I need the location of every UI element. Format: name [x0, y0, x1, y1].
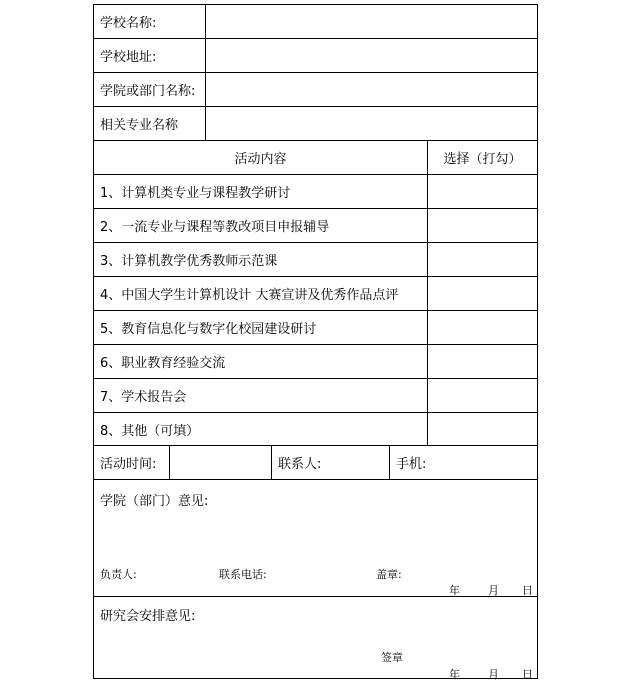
activity-row [94, 311, 537, 345]
activity-label: 6、职业教育经验交流 [100, 356, 226, 371]
activity-checkbox[interactable] [427, 175, 537, 208]
activity-row [94, 379, 537, 413]
activity-row [94, 345, 537, 379]
school-address-row [94, 39, 537, 73]
college-opinion-title: 学院（部门）意见: [100, 494, 209, 509]
activity-row [94, 243, 537, 277]
activity-row [94, 209, 537, 243]
signature-stamp-label: 签章 [381, 651, 403, 664]
activity-label: 5、教育信息化与数字化校园建设研讨 [100, 322, 317, 337]
major-row [94, 107, 537, 141]
day-label: 日 [522, 584, 533, 597]
activity-time-field[interactable] [169, 446, 271, 479]
activity-label: 4、中国大学生计算机设计 大赛宣讲及优秀作品点评 [100, 288, 399, 303]
activity-label: 8、其他（可填） [100, 423, 200, 439]
activity-select-header: 选择（打勾） [427, 141, 537, 174]
college-opinion-section[interactable] [94, 480, 537, 597]
school-name-row [94, 5, 537, 39]
activity-label: 1、计算机类专业与课程教学研讨 [100, 186, 291, 201]
activity-content-header: 活动内容 [234, 152, 287, 167]
school-name-label: 学校名称: [100, 16, 157, 31]
activity-checkbox[interactable] [427, 413, 537, 445]
day-label: 日 [522, 668, 533, 681]
year-label: 年 [449, 584, 460, 597]
contact-row [94, 446, 537, 480]
phone-label[interactable]: 手机: [389, 446, 537, 479]
activity-row [94, 277, 537, 311]
major-label: 相关专业名称 [100, 118, 179, 133]
activity-label: 7、学术报告会 [100, 390, 187, 405]
major-field[interactable] [205, 107, 537, 140]
contact-person-label[interactable]: 联系人: [271, 446, 389, 479]
activity-checkbox[interactable] [427, 277, 537, 310]
month-label: 月 [488, 584, 499, 597]
department-label: 学院或部门名称: [100, 84, 196, 99]
department-field[interactable] [205, 73, 537, 106]
year-label: 年 [449, 668, 460, 681]
activity-row [94, 413, 537, 446]
activity-time-label: 活动时间: [100, 457, 157, 472]
activity-label: 3、计算机教学优秀教师示范课 [100, 254, 278, 269]
activities-header-row [94, 141, 537, 175]
stamp-label: 盖章: [376, 568, 402, 581]
month-label: 月 [488, 668, 499, 681]
activity-checkbox[interactable] [427, 243, 537, 276]
activity-checkbox[interactable] [427, 209, 537, 242]
society-opinion-section[interactable] [94, 597, 537, 681]
application-form [93, 4, 538, 679]
school-address-field[interactable] [205, 39, 537, 72]
contact-tel-label: 联系电话: [219, 568, 267, 581]
activity-row [94, 175, 537, 209]
activity-checkbox[interactable] [427, 379, 537, 412]
school-address-label: 学校地址: [100, 50, 157, 65]
activity-checkbox[interactable] [427, 345, 537, 378]
activity-label: 2、一流专业与课程等教改项目申报辅导 [100, 220, 330, 235]
society-opinion-title: 研究会安排意见: [100, 609, 196, 624]
department-row [94, 73, 537, 107]
activity-checkbox[interactable] [427, 311, 537, 344]
person-in-charge-label: 负责人: [100, 568, 137, 581]
school-name-field[interactable] [205, 5, 537, 38]
